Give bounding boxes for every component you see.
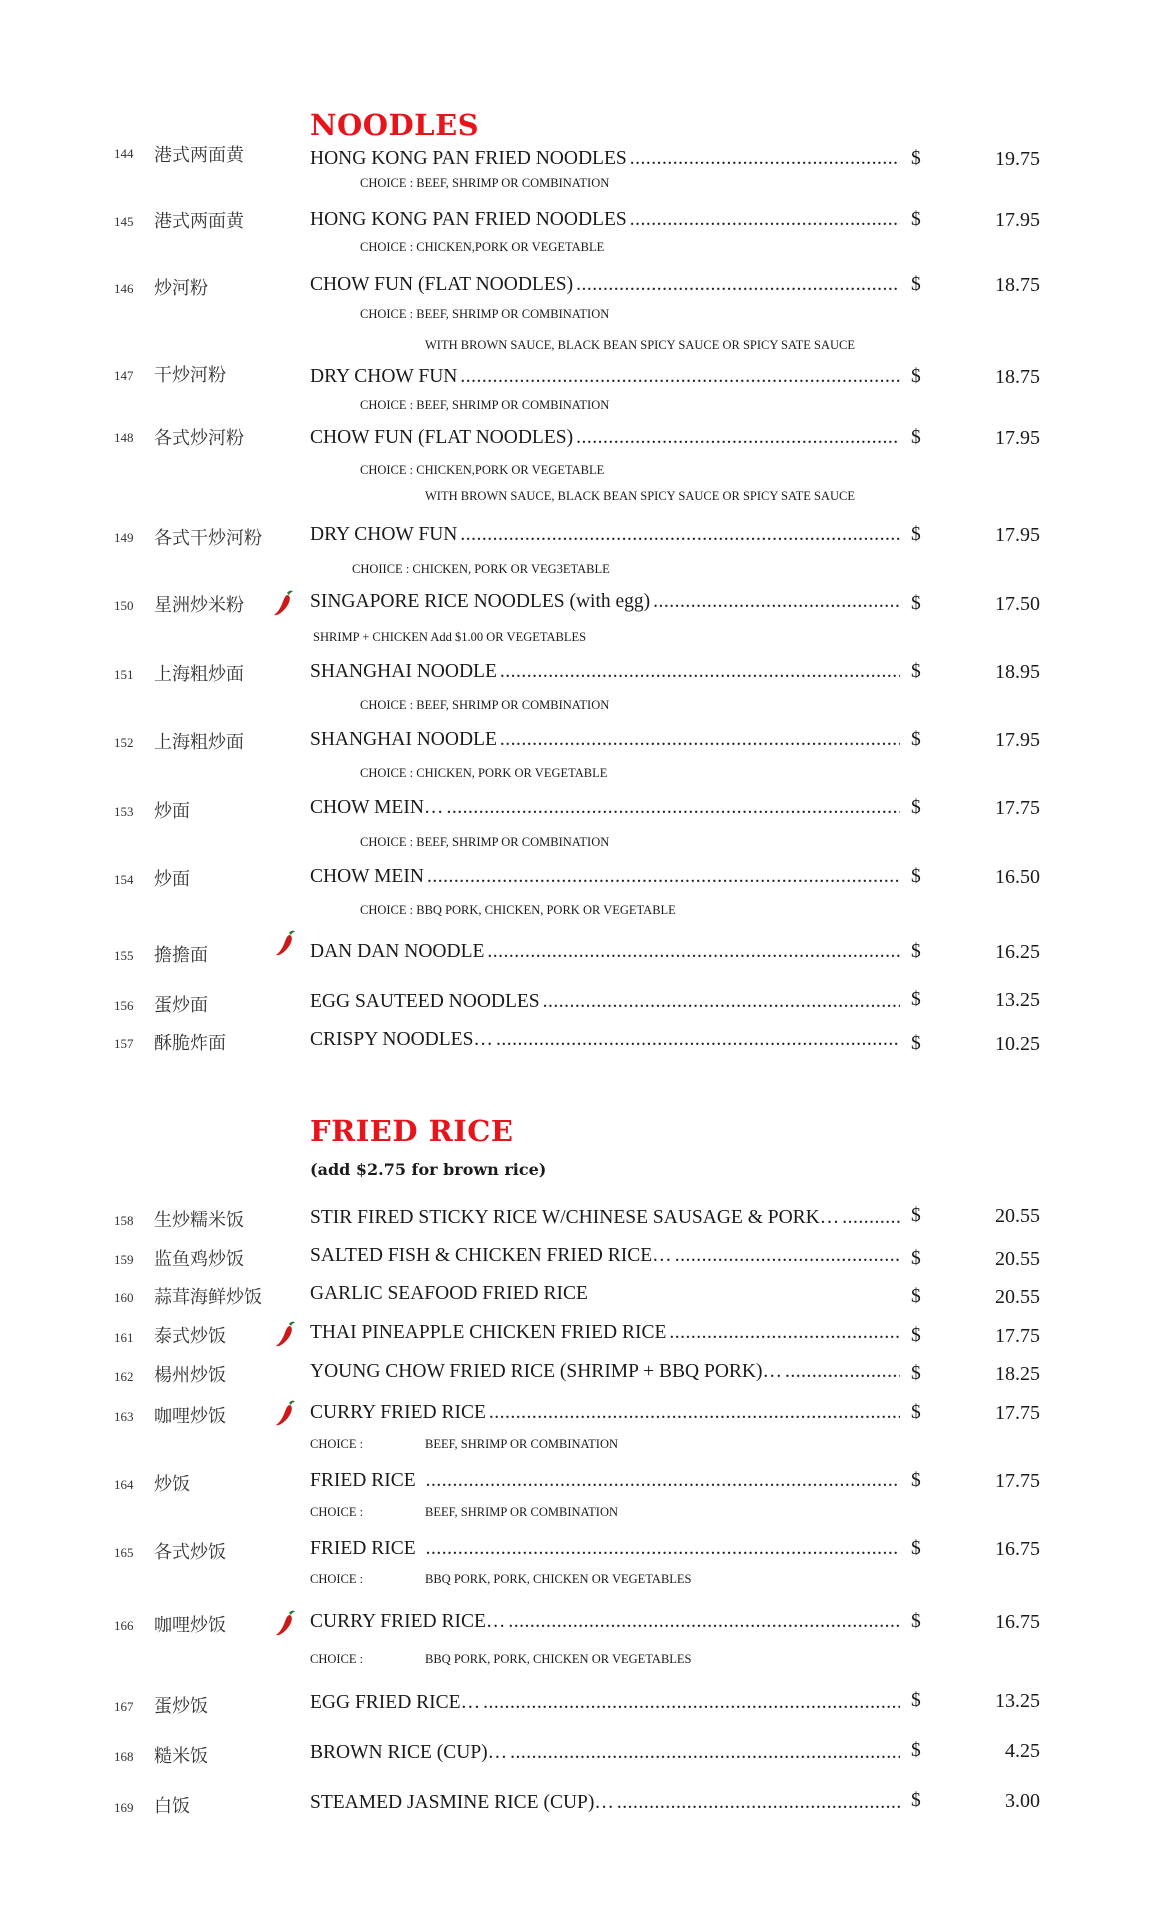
item-number: 167 bbox=[114, 1699, 134, 1714]
item-currency: $ bbox=[911, 1611, 921, 1632]
item-price: 18.75 bbox=[995, 274, 1040, 296]
item-number: 163 bbox=[114, 1409, 134, 1424]
item-currency: $ bbox=[911, 1363, 921, 1384]
item-choice: CHOICE : CHICKEN,PORK OR VEGETABLE bbox=[360, 240, 605, 254]
item-price: 17.50 bbox=[995, 593, 1040, 615]
item-currency: $ bbox=[911, 1690, 921, 1711]
item-choice: BBQ PORK, PORK, CHICKEN OR VEGETABLES bbox=[425, 1572, 692, 1586]
item-name: EGG FRIED RICE… ..... bbox=[310, 1692, 900, 1714]
item-price: 17.95 bbox=[995, 427, 1040, 449]
item-currency: $ bbox=[911, 941, 921, 962]
item-chinese-name: 咖哩炒饭 bbox=[154, 1615, 226, 1636]
item-price: 10.25 bbox=[995, 1033, 1040, 1055]
brown-rice-note: (add $2.75 for brown rice) bbox=[310, 1160, 547, 1179]
item-price: 17.75 bbox=[995, 797, 1040, 819]
item-name: SINGAPORE RICE NOODLES (with egg) ..... bbox=[310, 591, 900, 613]
item-name: DRY CHOW FUN ..... bbox=[310, 524, 900, 546]
item-chinese-name: 酥脆炸面 bbox=[154, 1033, 226, 1054]
item-chinese-name: 各式干炒河粉 bbox=[154, 528, 262, 549]
item-name: EGG SAUTEED NOODLES ..... bbox=[310, 991, 900, 1013]
item-currency: $ bbox=[911, 209, 921, 230]
item-currency: $ bbox=[911, 729, 921, 750]
item-price: 16.75 bbox=[995, 1538, 1040, 1560]
item-chinese-name: 监鱼鸡炒饭 bbox=[154, 1249, 244, 1270]
item-currency: $ bbox=[911, 1286, 921, 1307]
item-number: 166 bbox=[114, 1618, 134, 1633]
item-chinese-name: 糙米饭 bbox=[154, 1746, 208, 1767]
item-price: 16.25 bbox=[995, 941, 1040, 963]
item-currency: $ bbox=[911, 1325, 921, 1346]
item-price: 16.75 bbox=[995, 1611, 1040, 1633]
item-number: 145 bbox=[114, 214, 134, 229]
item-name: DAN DAN NOODLE ..... bbox=[310, 941, 900, 963]
item-currency: $ bbox=[911, 148, 921, 169]
item-chinese-name: 泰式炒饭 bbox=[154, 1326, 226, 1347]
item-price: 19.75 bbox=[995, 148, 1040, 170]
item-name: CHOW FUN (FLAT NOODLES) ..... bbox=[310, 274, 900, 296]
item-name: FRIED RICE ..... bbox=[310, 1470, 900, 1492]
item-chinese-name: 咖哩炒饭 bbox=[154, 1406, 226, 1427]
item-currency: $ bbox=[911, 661, 921, 682]
item-sauce-options: WITH BROWN SAUCE, BLACK BEAN SPICY SAUCE OR SPICY SATE SAUCE bbox=[425, 489, 856, 503]
item-name: HONG KONG PAN FRIED NOODLES ..... bbox=[310, 209, 900, 231]
spicy-chili-icon bbox=[272, 589, 296, 617]
item-chinese-name: 上海粗炒面 bbox=[154, 732, 244, 753]
item-price: 17.95 bbox=[995, 524, 1040, 546]
item-name: CRISPY NOODLES… ..... bbox=[310, 1029, 900, 1051]
item-price: 17.75 bbox=[995, 1470, 1040, 1492]
item-price: 18.25 bbox=[995, 1363, 1040, 1385]
item-chinese-name: 生炒糯米饭 bbox=[154, 1210, 244, 1231]
item-sauce-options: WITH BROWN SAUCE, BLACK BEAN SPICY SAUCE OR SPICY SATE SAUCE bbox=[425, 338, 856, 352]
item-currency: $ bbox=[911, 797, 921, 818]
item-name: YOUNG CHOW FRIED RICE (SHRIMP + BBQ PORK)… ..... bbox=[310, 1361, 900, 1383]
item-number: 156 bbox=[114, 998, 134, 1013]
item-choice-label: CHOICE : bbox=[310, 1505, 364, 1519]
item-currency: $ bbox=[911, 427, 921, 448]
item-choice: BBQ PORK, PORK, CHICKEN OR VEGETABLES bbox=[425, 1652, 692, 1666]
item-currency: $ bbox=[911, 1033, 921, 1054]
item-price: 16.50 bbox=[995, 866, 1040, 888]
item-price: 13.25 bbox=[995, 1690, 1040, 1712]
item-name: CHOW FUN (FLAT NOODLES) ..... bbox=[310, 427, 900, 449]
item-number: 164 bbox=[114, 1477, 134, 1492]
item-chinese-name: 擔擔面 bbox=[154, 945, 208, 966]
item-choice: CHOICE : CHICKEN, PORK OR VEGETABLE bbox=[360, 766, 608, 780]
item-name: DRY CHOW FUN ..... bbox=[310, 366, 900, 388]
item-choice: BEEF, SHRIMP OR COMBINATION bbox=[425, 1437, 619, 1451]
item-name: CHOW MEIN ..... bbox=[310, 866, 900, 888]
item-chinese-name: 炒面 bbox=[154, 869, 190, 890]
item-price: 18.75 bbox=[995, 366, 1040, 388]
item-chinese-name: 干炒河粉 bbox=[154, 365, 226, 386]
spicy-chili-icon bbox=[274, 1320, 298, 1348]
item-name: STIR FIRED STICKY RICE W/CHINESE SAUSAGE & PORK… ..... bbox=[310, 1207, 900, 1229]
item-currency: $ bbox=[911, 524, 921, 545]
item-number: 150 bbox=[114, 598, 134, 613]
item-number: 155 bbox=[114, 948, 134, 963]
item-price: 17.95 bbox=[995, 729, 1040, 751]
item-currency: $ bbox=[911, 1205, 921, 1226]
item-chinese-name: 各式炒河粉 bbox=[154, 428, 244, 449]
item-currency: $ bbox=[911, 989, 921, 1010]
item-number: 149 bbox=[114, 530, 134, 545]
item-name: FRIED RICE ..... bbox=[310, 1538, 900, 1560]
item-name: CHOW MEIN… ..... bbox=[310, 797, 900, 819]
item-number: 160 bbox=[114, 1290, 134, 1305]
item-name: SALTED FISH & CHICKEN FRIED RICE… ..... bbox=[310, 1245, 900, 1267]
spicy-chili-icon bbox=[274, 929, 298, 957]
item-chinese-name: 上海粗炒面 bbox=[154, 664, 244, 685]
item-currency: $ bbox=[911, 274, 921, 295]
item-chinese-name: 各式炒饭 bbox=[154, 1542, 226, 1563]
item-number: 157 bbox=[114, 1036, 134, 1051]
item-number: 152 bbox=[114, 735, 134, 750]
item-number: 146 bbox=[114, 281, 134, 296]
item-name: HONG KONG PAN FRIED NOODLES ..... bbox=[310, 148, 900, 170]
item-number: 161 bbox=[114, 1330, 134, 1345]
item-price: 18.95 bbox=[995, 661, 1040, 683]
item-chinese-name: 蛋炒面 bbox=[154, 995, 208, 1016]
spicy-chili-icon bbox=[274, 1609, 298, 1637]
item-currency: $ bbox=[911, 366, 921, 387]
item-choice: BEEF, SHRIMP OR COMBINATION bbox=[425, 1505, 619, 1519]
item-name: CURRY FRIED RICE ..... bbox=[310, 1402, 900, 1424]
item-name: BROWN RICE (CUP)… ..... bbox=[310, 1742, 900, 1764]
item-number: 168 bbox=[114, 1749, 134, 1764]
section-title-noodles: NOODLES bbox=[310, 108, 480, 142]
item-choice: CHOIICE : CHICKEN, PORK OR VEG3ETABLE bbox=[352, 562, 610, 576]
item-name: STEAMED JASMINE RICE (CUP)… ..... bbox=[310, 1792, 900, 1814]
item-currency: $ bbox=[911, 866, 921, 887]
item-choice: CHOICE : BEEF, SHRIMP OR COMBINATION bbox=[360, 398, 610, 412]
item-number: 169 bbox=[114, 1800, 134, 1815]
item-choice-label: CHOICE : bbox=[310, 1437, 364, 1451]
item-name: CURRY FRIED RICE… ..... bbox=[310, 1611, 900, 1633]
section-title-fried-rice: FRIED RICE bbox=[310, 1114, 514, 1148]
item-price: 3.00 bbox=[1005, 1790, 1040, 1812]
spicy-chili-icon bbox=[274, 1399, 298, 1427]
item-choice: CHOICE : CHICKEN,PORK OR VEGETABLE bbox=[360, 463, 605, 477]
item-choice: CHOICE : BEEF, SHRIMP OR COMBINATION bbox=[360, 307, 610, 321]
item-choice: CHOICE : BEEF, SHRIMP OR COMBINATION bbox=[360, 698, 610, 712]
item-number: 162 bbox=[114, 1369, 134, 1384]
item-currency: $ bbox=[911, 1248, 921, 1269]
item-number: 153 bbox=[114, 804, 134, 819]
item-currency: $ bbox=[911, 593, 921, 614]
item-currency: $ bbox=[911, 1470, 921, 1491]
item-chinese-name: 楊州炒饭 bbox=[154, 1365, 226, 1386]
item-choice: CHOICE : BEEF, SHRIMP OR COMBINATION bbox=[360, 835, 610, 849]
item-chinese-name: 炒河粉 bbox=[154, 278, 208, 299]
item-number: 158 bbox=[114, 1213, 134, 1228]
item-chinese-name: 港式两面黄 bbox=[154, 145, 244, 166]
item-price: 20.55 bbox=[995, 1205, 1040, 1227]
item-currency: $ bbox=[911, 1790, 921, 1811]
item-number: 144 bbox=[114, 146, 134, 161]
item-choice: CHOICE : BBQ PORK, CHICKEN, PORK OR VEGETABLE bbox=[360, 903, 676, 917]
item-name: THAI PINEAPPLE CHICKEN FRIED RICE ..... bbox=[310, 1322, 900, 1344]
item-chinese-name: 蛋炒饭 bbox=[154, 1696, 208, 1717]
item-chinese-name: 炒饭 bbox=[154, 1474, 190, 1495]
item-price: 17.75 bbox=[995, 1325, 1040, 1347]
item-choice-label: CHOICE : bbox=[310, 1652, 364, 1666]
item-number: 147 bbox=[114, 368, 134, 383]
item-price: 17.75 bbox=[995, 1402, 1040, 1424]
item-chinese-name: 炒面 bbox=[154, 801, 190, 822]
item-choice: SHRIMP + CHICKEN Add $1.00 OR VEGETABLES bbox=[313, 630, 587, 644]
item-price: 4.25 bbox=[1005, 1740, 1040, 1762]
item-number: 159 bbox=[114, 1252, 134, 1267]
item-number: 148 bbox=[114, 430, 134, 445]
item-price: 13.25 bbox=[995, 989, 1040, 1011]
item-currency: $ bbox=[911, 1740, 921, 1761]
item-chinese-name: 星洲炒米粉 bbox=[154, 595, 244, 616]
item-number: 165 bbox=[114, 1545, 134, 1560]
item-choice: CHOICE : BEEF, SHRIMP OR COMBINATION bbox=[360, 176, 610, 190]
item-number: 151 bbox=[114, 667, 134, 682]
item-name: GARLIC SEAFOOD FRIED RICE bbox=[310, 1283, 588, 1304]
item-currency: $ bbox=[911, 1538, 921, 1559]
item-name: SHANGHAI NOODLE ..... bbox=[310, 661, 900, 683]
item-number: 154 bbox=[114, 872, 134, 887]
item-price: 17.95 bbox=[995, 209, 1040, 231]
item-chinese-name: 港式两面黄 bbox=[154, 211, 244, 232]
item-name: SHANGHAI NOODLE ..... bbox=[310, 729, 900, 751]
item-price: 20.55 bbox=[995, 1286, 1040, 1308]
item-currency: $ bbox=[911, 1402, 921, 1423]
item-chinese-name: 白饭 bbox=[154, 1796, 190, 1817]
item-price: 20.55 bbox=[995, 1248, 1040, 1270]
item-choice-label: CHOICE : bbox=[310, 1572, 364, 1586]
item-chinese-name: 蒜茸海鲜炒饭 bbox=[154, 1287, 262, 1308]
